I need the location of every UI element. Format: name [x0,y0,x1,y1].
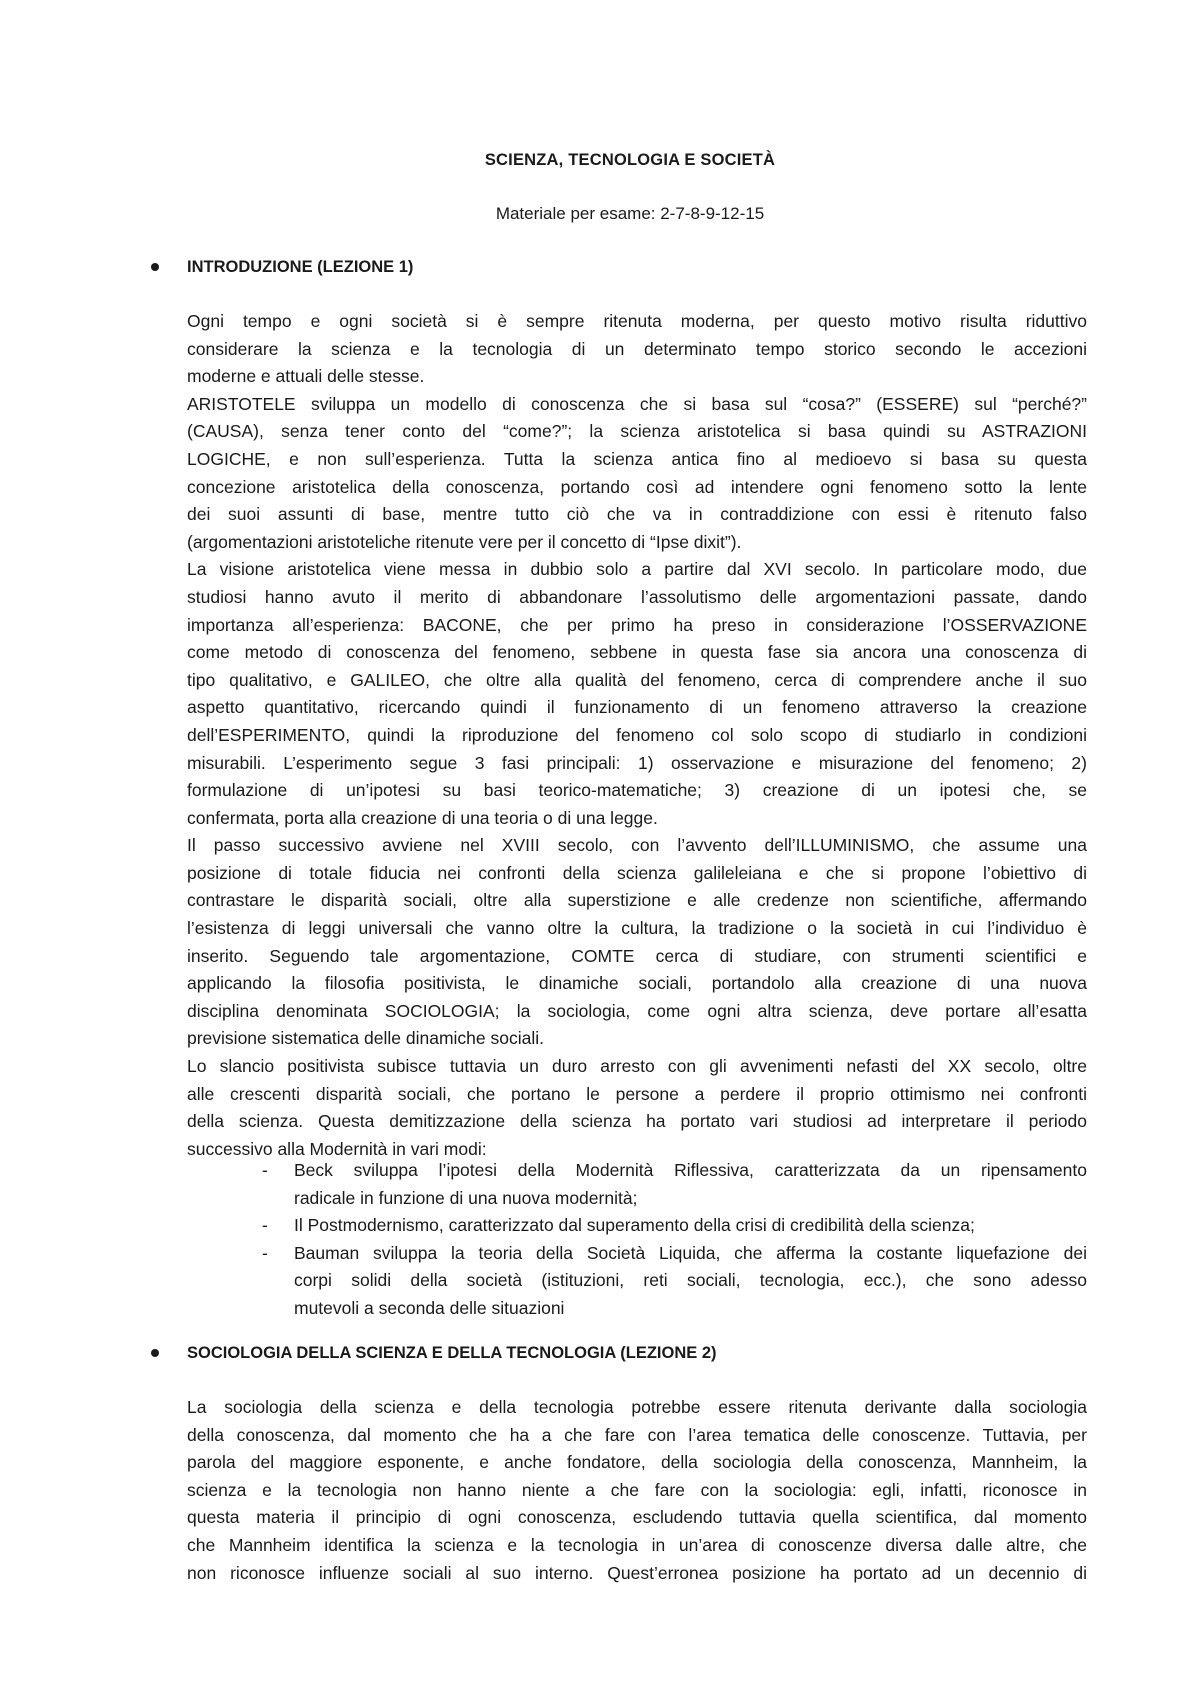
text-line: alle crescenti disparità sociali, che portano le persone a perdere il proprio ottimismo nei confronti [187,1083,1087,1104]
list-item [262,1212,1087,1240]
text-line: Il passo successivo avviene nel XVIII secolo, con l’avvento dell’ILLUMINISMO, che assume una [187,835,1087,856]
text-line: misurabili. L’esperimento segue 3 fasi principali: 1) osservazione e misurazione del fenomeno; 2) [187,752,1087,773]
dash-marker: - [262,1215,268,1236]
document-subtitle: Materiale per esame: 2-7-8-9-12-15 [495,204,765,223]
dash-marker: - [262,1160,268,1180]
text-line: concezione aristotelica della conoscenza, portando così ad intendere ogni fenomeno sotto la lente [187,476,1087,497]
text-line: aspetto quantitativo, ricercando quindi il funzionamento di un fenomeno attraverso la creazione [187,697,1087,718]
text-line: disciplina denominata SOCIOLOGIA; la sociologia, come ogni altra scienza, deve portare all’esatta [187,1000,1087,1021]
text-line: studiosi hanno avuto il merito di abbandonare l’assolutismo delle argomentazioni passate, dando [187,586,1087,607]
text-line: successivo alla Modernità in vari modi: [187,1138,487,1159]
bullet-list [262,1157,1087,1323]
text-line: importanza all’esperienza: BACONE, che per primo ha preso in considerazione l’OSSERVAZIONE [187,614,1087,635]
text-line: inserito. Seguendo tale argomentazione, COMTE cerca di studiare, con strumenti scientifici e [187,945,1087,966]
text-line: mutevoli a seconda delle situazioni [294,1297,565,1318]
text-line: (argomentazioni aristoteliche ritenute vere per il concetto di “Ipse dixit”). [187,531,742,552]
text-line: Il Postmodernismo, caratterizzato dal superamento della crisi di credibilità della scienza; [294,1215,975,1236]
text-line: l’esistenza di leggi universali che vanno oltre la cultura, la tradizione o la società in cui l’individuo è [187,918,1087,939]
paragraph [187,1394,1087,1587]
text-line: Ogni tempo e ogni società si è sempre ritenuta moderna, per questo motivo risulta riduttivo [187,311,1087,331]
section-heading: INTRODUZIONE (LEZIONE 1) [187,258,414,276]
text-line: radicale in funzione di una nuova modernità; [294,1187,638,1208]
section-heading: SOCIOLOGIA DELLA SCIENZA E DELLA TECNOLOGIA (LEZIONE 2) [187,1344,717,1362]
list-item [262,1157,1087,1212]
text-line: La sociologia della scienza e della tecnologia potrebbe essere ritenuta derivante dalla sociologia [187,1397,1087,1417]
text-line: non riconosce influenze sociali al suo interno. Quest’erronea posizione ha portato ad un decennio di [187,1562,1087,1583]
text-line: scienza e la tecnologia non hanno niente a che fare con la sociologia: egli, infatti, riconosce in [187,1479,1087,1500]
text-line: applicando la filosofia positivista, le dinamiche sociali, portandolo alla creazione di una nuova [187,973,1087,994]
dash-marker: - [262,1242,268,1263]
text-line: confermata, porta alla creazione di una teoria o di una legge. [187,807,658,828]
text-line: ARISTOTELE sviluppa un modello di conoscenza che si basa sul “cosa?” (ESSERE) sul “perché?” [187,393,1087,414]
text-line: corpi solidi della società (istituzioni, reti sociali, tecnologia, ecc.), che sono adesso [294,1270,1087,1291]
text-line: previsione sistematica delle dinamiche sociali. [187,1028,544,1049]
text-line: dell’ESPERIMENTO, quindi la riproduzione del fenomeno col solo scopo di studiarlo in condizioni [187,724,1087,745]
text-line: La visione aristotelica viene messa in dubbio solo a partire dal XVI secolo. In particolare modo, due [187,559,1087,580]
text-line: come metodo di conoscenza del fenomeno, sebbene in questa fase sia ancora una conoscenza di [187,642,1087,663]
text-line: Beck sviluppa l’ipotesi della Modernità Riflessiva, caratterizzata da un ripensamento [294,1160,1087,1180]
text-line: considerare la scienza e la tecnologia di un determinato tempo storico secondo le accezioni [187,338,1087,359]
text-line: dei suoi assunti di base, mentre tutto ciò che va in contraddizione con essi è ritenuto falso [187,504,1087,525]
text-line: Lo slancio positivista subisce tuttavia un duro arresto con gli avvenimenti nefasti del XX secolo, oltre [187,1056,1087,1077]
text-line: questa materia il principio di ogni conoscenza, escludendo tuttavia quella scientifica, dal momento [187,1507,1087,1528]
text-line: parola del maggiore esponente, e anche fondatore, della sociologia della conoscenza, Mannheim, la [187,1452,1087,1473]
paragraph [187,308,1087,1163]
list-item [262,1240,1087,1323]
text-line: che Mannheim identifica la scienza e la tecnologia in un’area di conoscenze diversa dalle altre, che [187,1534,1087,1555]
text-line: Bauman sviluppa la teoria della Società Liquida, che afferma la costante liquefazione dei [294,1242,1087,1263]
text-line: posizione di totale fiducia nei confronti della scienza galileleiana e che si propone l’obiettivo di [187,862,1087,883]
bullet-icon [151,1349,159,1357]
text-line: (CAUSA), senza tener conto del “come?”; la scienza aristotelica si basa quindi su ASTRAZIONI [187,421,1087,442]
text-line: tipo qualitativo, e GALILEO, che oltre alla qualità del fenomeno, cerca di comprendere anche il suo [187,669,1087,690]
text-line: della scienza. Questa demitizzazione della scienza ha portato vari studiosi ad interpretare il periodo [187,1111,1087,1132]
text-line: moderne e attuali delle stesse. [187,366,425,387]
document-title: SCIENZA, TECNOLOGIA E SOCIETÀ [484,151,776,169]
bullet-icon [151,263,159,271]
text-line: formulazione di un’ipotesi su basi teorico-matematiche; 3) creazione di un ipotesi che, se [187,780,1087,801]
text-line: LOGICHE, e non sull’esperienza. Tutta la scienza antica fino al medioevo si basa su questa [187,448,1087,469]
text-line: contrastare le disparità sociali, oltre alla superstizione e alle credenze non scientifiche, affermando [187,890,1087,911]
text-line: della conoscenza, dal momento che ha a che fare con l’area tematica delle conoscenze. Tuttavia, per [187,1424,1087,1445]
